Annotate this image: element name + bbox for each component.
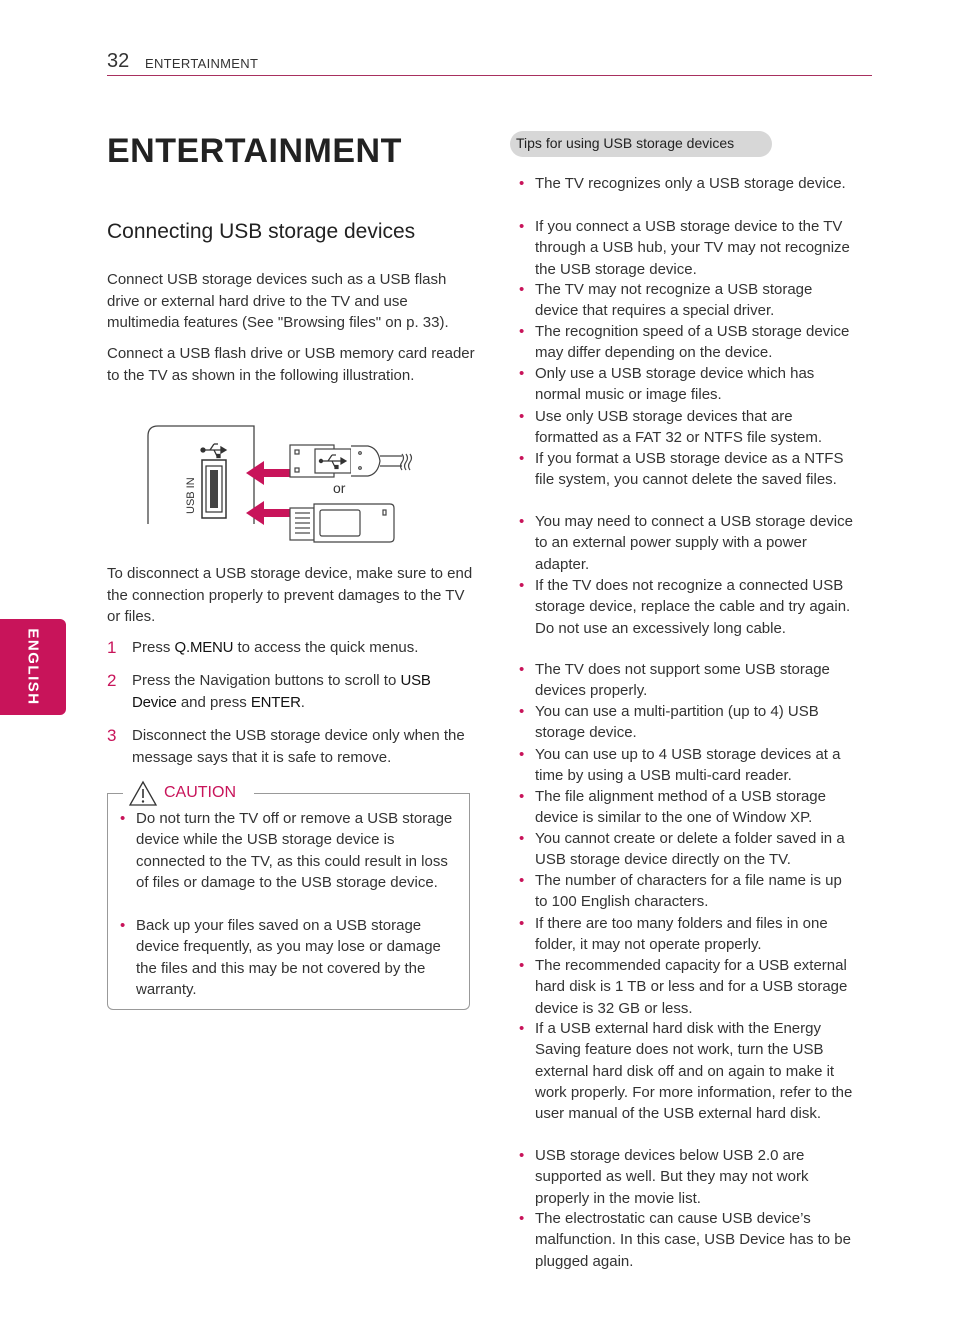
step-number: 2 — [107, 671, 117, 690]
bullet-icon: • — [519, 872, 525, 889]
intro-paragraph-2: Connect a USB flash drive or USB memory card reader to the TV as shown in the following illustration. — [107, 345, 475, 384]
bullet-icon: • — [519, 957, 525, 974]
usb-flash-drive — [290, 504, 394, 542]
enter-key: ENTER — [250, 693, 301, 711]
bullet-icon: • — [519, 788, 525, 805]
step-1: 1 Press Q.MENU to access the quick menus. — [107, 638, 419, 657]
usb-connection-illustration — [140, 420, 425, 550]
section-subtitle: Connecting USB storage devices — [107, 220, 416, 243]
caution-label: CAUTION — [164, 784, 236, 801]
page-number: 32 — [107, 50, 130, 72]
bullet-icon: • — [519, 218, 525, 235]
bullet-icon: • — [519, 323, 525, 340]
step-number: 1 — [107, 638, 117, 657]
bullet-icon: • — [519, 1020, 525, 1037]
bullet-icon: • — [519, 1210, 525, 1227]
usb-device-key: USB Device — [132, 672, 431, 711]
q-menu-key: Q.MENU — [174, 639, 234, 656]
bullet-icon: • — [519, 703, 525, 720]
header-rule — [107, 75, 872, 76]
bullet-icon: • — [519, 577, 525, 594]
usb-symbol-icon — [201, 444, 226, 458]
bullet-icon: • — [519, 408, 525, 425]
language-tab-label: ENGLISH — [24, 628, 42, 706]
header-section: ENTERTAINMENT — [145, 56, 259, 71]
usb-in-label: USB IN — [185, 477, 197, 514]
tips-heading: Tips for using USB storage devices — [516, 135, 735, 151]
usb-cable-plug — [290, 445, 412, 477]
bullet-icon: • — [519, 175, 525, 192]
tv-panel — [148, 426, 254, 524]
bullet-icon: • — [120, 810, 126, 827]
bullet-icon: • — [519, 661, 525, 678]
intro-paragraph-1: Connect USB storage devices such as a USB flash drive or external hard drive to the TV and use multimedia features (See "Browsing files" on p. 33). — [107, 271, 449, 331]
bullet-icon: • — [519, 915, 525, 932]
disconnect-paragraph: To disconnect a USB storage device, make sure to end the connection properly to prevent damages to the TV or files. — [107, 565, 473, 625]
bullet-icon: • — [519, 450, 525, 467]
tips-heading-pill — [510, 131, 772, 157]
bullet-icon: • — [519, 746, 525, 763]
bullet-icon: • — [519, 1147, 525, 1164]
bullet-icon: • — [519, 281, 525, 298]
bullet-icon: • — [519, 365, 525, 382]
warning-triangle-icon — [128, 780, 158, 807]
language-tab — [0, 619, 66, 715]
or-label: or — [333, 480, 346, 496]
bullet-icon: • — [120, 917, 126, 934]
page-title: ENTERTAINMENT — [107, 132, 402, 170]
step-3: 3 Disconnect the USB storage device only when the message says that it is safe to remove. — [107, 726, 465, 766]
step-number: 3 — [107, 726, 117, 745]
bullet-icon: • — [519, 830, 525, 847]
bullet-icon: • — [519, 513, 525, 530]
step-2: 2 Press the Navigation buttons to scroll to USB Device and press ENTER. — [107, 671, 431, 711]
